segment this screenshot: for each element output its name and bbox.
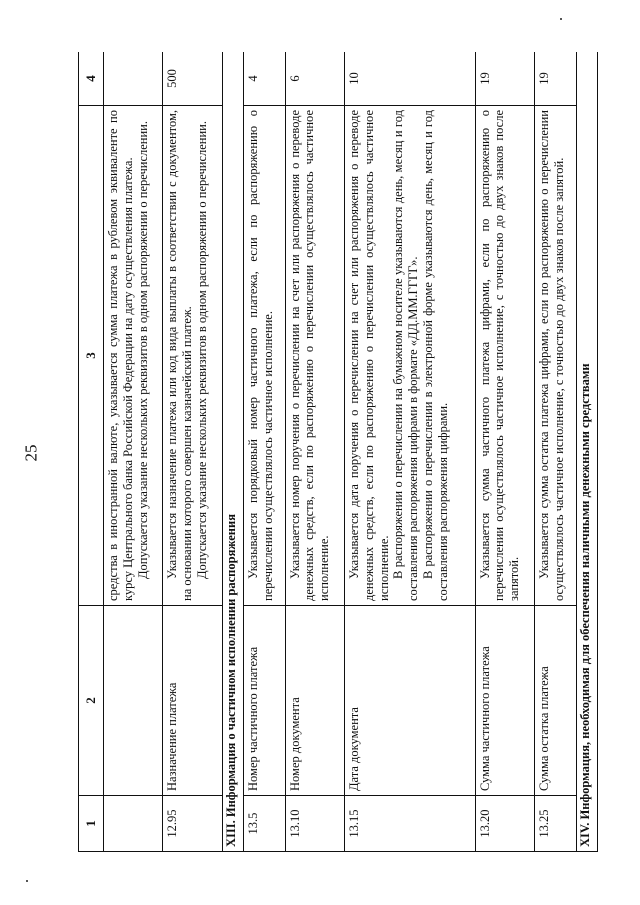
column-header-2: 2: [79, 606, 104, 796]
description-paragraph: Допускается указание нескольких реквизитов в одном распоряжении о перечислении.: [194, 121, 209, 579]
requisite-description: [475, 106, 534, 606]
row-number: 13.5: [244, 796, 286, 852]
table-row: [163, 52, 222, 852]
column-header-4: 4: [79, 52, 104, 106]
requisite-description: [345, 106, 476, 606]
requisite-name: Дата документа: [345, 606, 476, 796]
scan-speck: [560, 18, 562, 20]
field-size: 19: [534, 52, 576, 106]
description-paragraph: средства в иностранной валюте, указывается сумма платежа в рублевом эквиваленте по курсу Центрального банка Российской Федерации на дату осуществления платежа.: [106, 110, 135, 601]
section-header-row: [222, 52, 243, 852]
row-number: 13.10: [285, 796, 344, 852]
row-number: 12.95: [163, 796, 222, 852]
requisites-table: [78, 52, 598, 852]
page-number: [20, 438, 42, 468]
table-row: [104, 52, 163, 852]
field-size: 500: [163, 52, 222, 106]
requisite-description: [163, 106, 222, 606]
field-size: 6: [285, 52, 344, 106]
description-paragraph: Указывается номер поручения о перечислении на счет или распоряжения о переводе денежных средств, если по распоряжению о перечислении осуществлялось частичное исполнение.: [287, 110, 332, 601]
requisite-name: Сумма остатка платежа: [534, 606, 576, 796]
section-title: XIII. Информация о частичном исполнении распоряжения: [222, 52, 243, 852]
description-paragraph: Указывается сумма частичного платежа цифрами, если по распоряжению о перечислении осуществлялось частичное исполнение, с точностью до двух знаков после запятой.: [477, 110, 522, 601]
description-paragraph: В распоряжении о перечислении на бумажном носителе указываются день, месяц и год составления распоряжения цифрами в формате «ДД.ММ.ГГГГ».: [391, 110, 421, 601]
field-size: 4: [244, 52, 286, 106]
section-header-row: [576, 52, 597, 852]
table-row: [475, 52, 534, 852]
column-header-3: 3: [79, 106, 104, 606]
description-paragraph: Указывается назначение платежа или код вида выплаты в соответствии с документом, на основании которого совершен казначейский платеж.: [165, 110, 195, 601]
requisite-name: [104, 606, 163, 796]
field-size: [104, 52, 163, 106]
page-number-text: 25: [21, 444, 40, 462]
table-row: [244, 52, 286, 852]
requisite-name: Номер документа: [285, 606, 344, 796]
requisite-description: [104, 106, 163, 606]
row-number: 13.15: [345, 796, 476, 852]
table-row: [534, 52, 576, 852]
field-size: 19: [475, 52, 534, 106]
table-body: [104, 52, 598, 852]
rotated-page-content: [78, 52, 598, 852]
row-number: 13.20: [475, 796, 534, 852]
requisite-name: Сумма частичного платежа: [475, 606, 534, 796]
description-paragraph: Указывается дата поручения о перечислении на счет или распоряжения о переводе денежных средств, если по распоряжению о перечислении осуществлялось частичное исполнение.: [347, 110, 391, 601]
requisite-description: [244, 106, 286, 606]
description-paragraph: Допускается указание нескольких реквизитов в одном распоряжении о перечислении.: [135, 121, 150, 579]
scan-speck: [26, 880, 28, 882]
field-size: 10: [345, 52, 476, 106]
requisite-description: [285, 106, 344, 606]
requisite-description: [534, 106, 576, 606]
column-header-row: [79, 52, 104, 852]
column-header-1: 1: [79, 796, 104, 852]
row-number: [104, 796, 163, 852]
section-title: XIV. Информация, необходимая для обеспечения наличными денежными средствами: [576, 52, 597, 852]
row-number: 13.25: [534, 796, 576, 852]
table-row: [285, 52, 344, 852]
description-paragraph: Указывается сумма остатка платежа цифрами, если по распоряжению о перечислении осуществлялось частичное исполнение, с точностью до двух знаков после запятой.: [536, 110, 566, 601]
description-paragraph: В распоряжении о перечислении в электронной форме указываются день, месяц и год составления распоряжения цифрами.: [420, 110, 450, 601]
requisite-name: Номер частичного платежа: [244, 606, 286, 796]
table-row: [345, 52, 476, 852]
description-paragraph: Указывается порядковый номер частичного платежа, если по распоряжению о перечислении осуществлялось частичное исполнение.: [246, 110, 275, 601]
requisite-name: Назначение платежа: [163, 606, 222, 796]
rotated-table-area: [78, 52, 598, 852]
